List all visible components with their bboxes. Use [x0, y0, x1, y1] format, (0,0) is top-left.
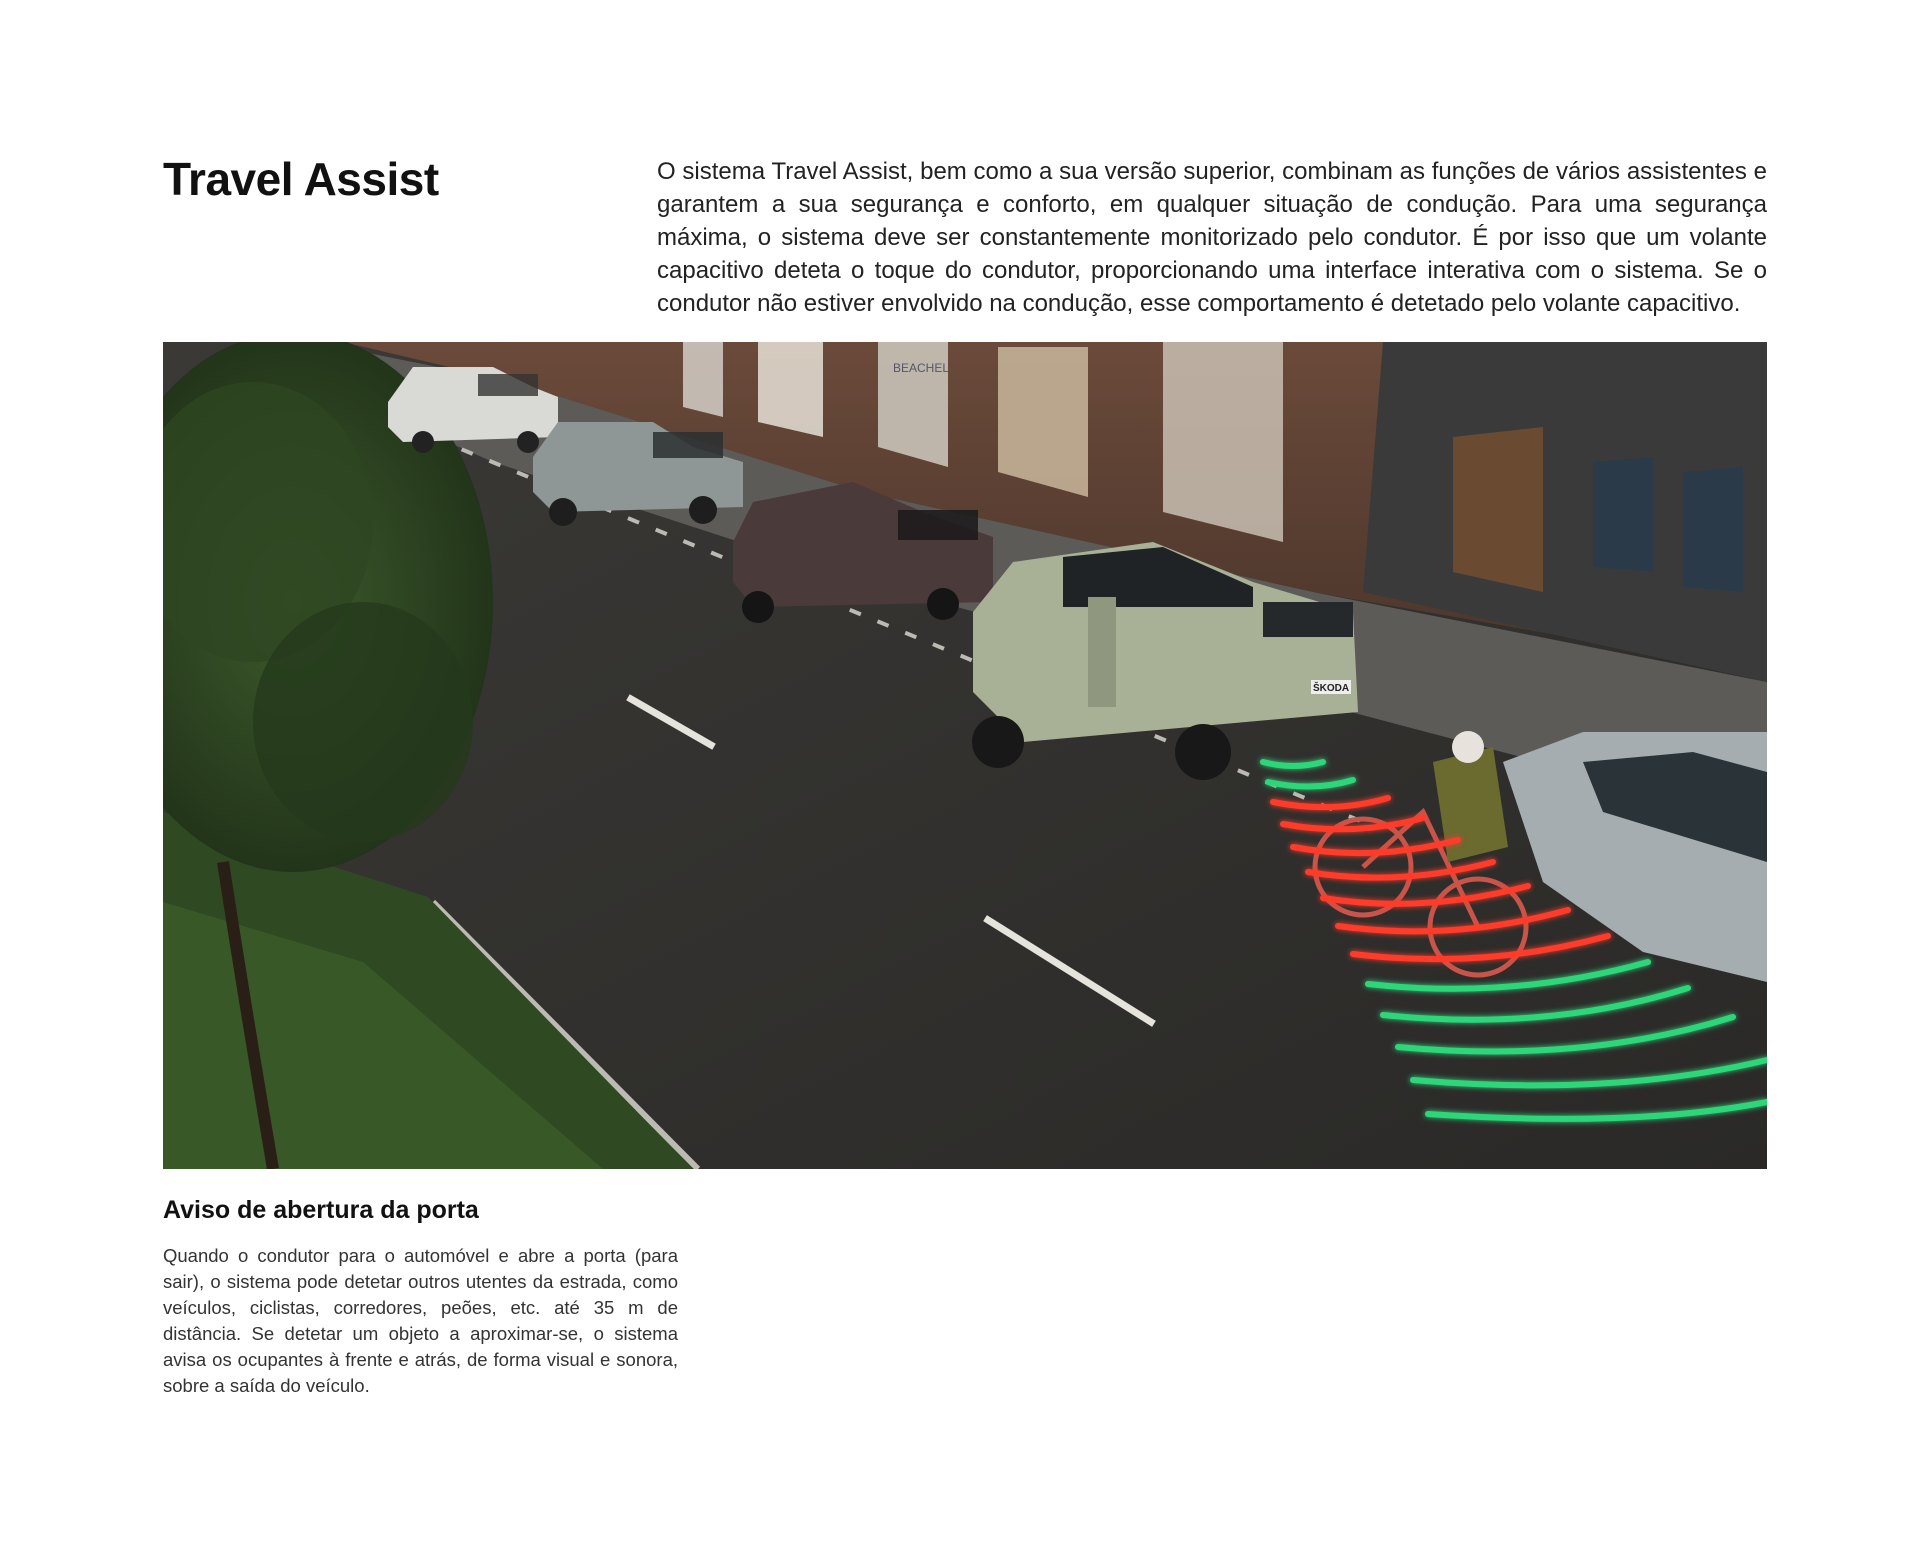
street-scene-illustration — [163, 342, 1767, 1169]
shop-sign: BEACHEL — [893, 361, 950, 375]
intro-paragraph: O sistema Travel Assist, bem como a sua versão superior, combinam as funções de vários assistentes e garantem a sua segurança e conforto, em qualquer situação de condução. Para uma segurança máxima, o sistema deve ser constantemente monitorizado pelo condutor. É por isso que um volante capacitivo deteta o toque do condutor, proporcionando uma interface interativa com o sistema. Se o condutor não estiver envolvido na condução, esse comportamento é detetado pelo volante capacitivo. — [657, 158, 1767, 317]
hero-image — [163, 342, 1767, 1169]
car-badge: ŠKODA — [1313, 683, 1350, 694]
feature-body: Quando o condutor para o automóvel e abre a porta (para sair), o sistema pode detetar outros utentes da estrada, como veículos, ciclistas, corredores, peões, etc. até 35 m de distância. Se detetar um objeto a aproximar-se, o sistema avisa os ocupantes à frente e atrás, de forma visual e sonora, sobre a saída do veículo. — [163, 1245, 678, 1396]
page-title: Travel Assist — [163, 153, 439, 205]
feature-heading: Aviso de abertura da porta — [163, 1196, 479, 1224]
